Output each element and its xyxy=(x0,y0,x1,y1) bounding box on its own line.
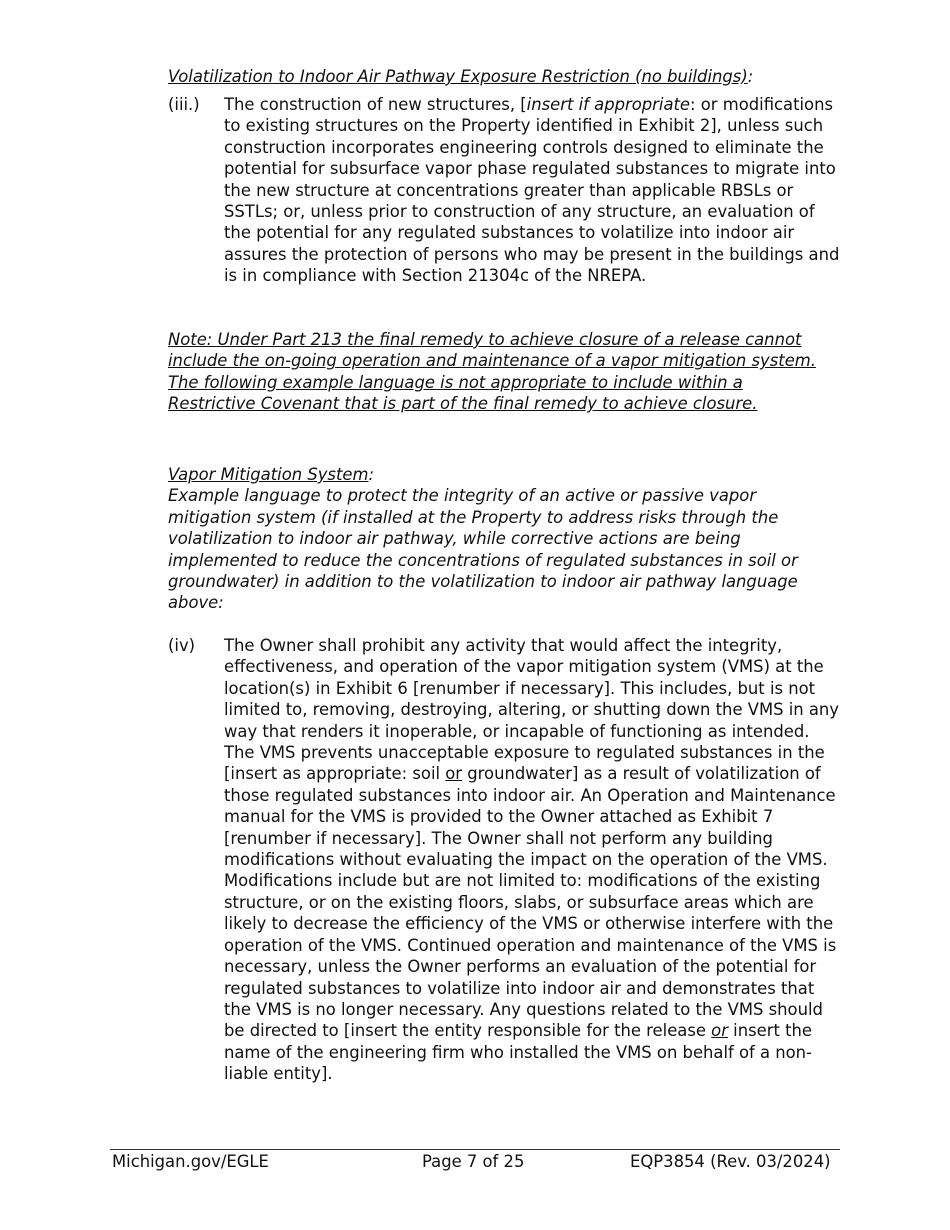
footer-page-number: Page 7 of 25 xyxy=(422,1152,525,1171)
paragraph-iv xyxy=(168,635,843,1085)
paragraph-number: (iv) xyxy=(168,636,196,655)
vms-heading-colon: : xyxy=(368,465,374,484)
paragraph-iii xyxy=(168,94,843,287)
emphasis-or: or xyxy=(445,764,463,784)
paragraph-number: (iii.) xyxy=(168,95,200,114)
vms-section xyxy=(168,464,833,614)
paragraph-body xyxy=(224,635,843,1085)
section-heading-text: Volatilization to Indoor Air Pathway Exposure Restriction (no buildings) xyxy=(168,67,748,86)
vms-heading xyxy=(168,464,833,485)
paragraph-text: The construction of new structures, [ xyxy=(224,95,527,114)
section-heading-colon: : xyxy=(747,67,754,86)
paragraph-text: groundwater] as a result of volatilization of those regulated substances into indoor air. An Operation and Maintenance manual for the VMS is provided to the Owner attached as Exhibit 7 [renumber if necessary]. The Owner shall not perform any building modifications without evaluating the impact on the operation of the VMS. Modifications include but are not limited to: modifications of the existing structure, or on the existing floors, slabs, or subsurface areas which are likely to decrease the efficiency of the VMS or otherwise interfere with the operation of the VMS. Continued operation and maintenance of the VMS is necessary, unless the Owner performs an evaluation of the potential for regulated substances to volatilize into indoor air and demonstrates that the VMS is no longer necessary. Any questions related to the VMS should be directed to [insert the entity responsible for the release xyxy=(224,764,837,1041)
paragraph-text: : or modifications to existing structures on the Property identified in Exhibit 2], unless such construction incorporates engineering controls designed to eliminate the potential for subsurface vapor phase regulated substances to migrate into the new structure at concentrations greater than applicable RBSLs or SSTLs; or, unless prior to construction of any structure, an evaluation of the potential for any regulated substances to volatilize into indoor air assures the protection of persons who may be present in the buildings and is in compliance with Section 21304c of the NREPA. xyxy=(224,95,840,286)
paragraph-text: The Owner shall prohibit any activity that would affect the integrity, effectiveness, and operation of the vapor mitigation system (VMS) at the location(s) in Exhibit 6 [renumber if necessary]. This includes, but is not limited to, removing, destroying, altering, or shutting down the VMS in any way that renders it inoperable, or incapable of functioning as intended. The VMS prevents unacceptable exposure to regulated substances in the [insert as appropriate: soil xyxy=(224,636,839,784)
note-paragraph: Note: Under Part 213 the final remedy to achieve closure of a release cannot include the on-going operation and maintenance of a vapor mitigation system. The following example language is not appropriate to include within a Restrictive Covenant that is part of the final remedy to achieve closure. xyxy=(168,330,816,414)
section-heading xyxy=(168,66,828,87)
paragraph-text: insert the name of the engineering firm who installed the VMS on behalf of a non-liable entity]. xyxy=(224,1021,813,1084)
vms-heading-text: Vapor Mitigation System xyxy=(168,465,369,484)
emphasis-or: or xyxy=(711,1021,728,1041)
paragraph-italic-text: insert if appropriate xyxy=(526,95,691,114)
footer-divider xyxy=(110,1149,840,1150)
footer-form-number: EQP3854 (Rev. 03/2024) xyxy=(630,1152,831,1171)
footer-website: Michigan.gov/EGLE xyxy=(112,1152,269,1171)
vms-intro: Example language to protect the integrity of an active or passive vapor mitigation system (if installed at the Property to address risks through the volatilization to indoor air pathway, while corrective actions are being implemented to reduce the concentrations of regulated substances in soil or groundwater) in addition to the volatilization to indoor air pathway language above: xyxy=(168,486,798,613)
paragraph-body xyxy=(224,94,843,287)
